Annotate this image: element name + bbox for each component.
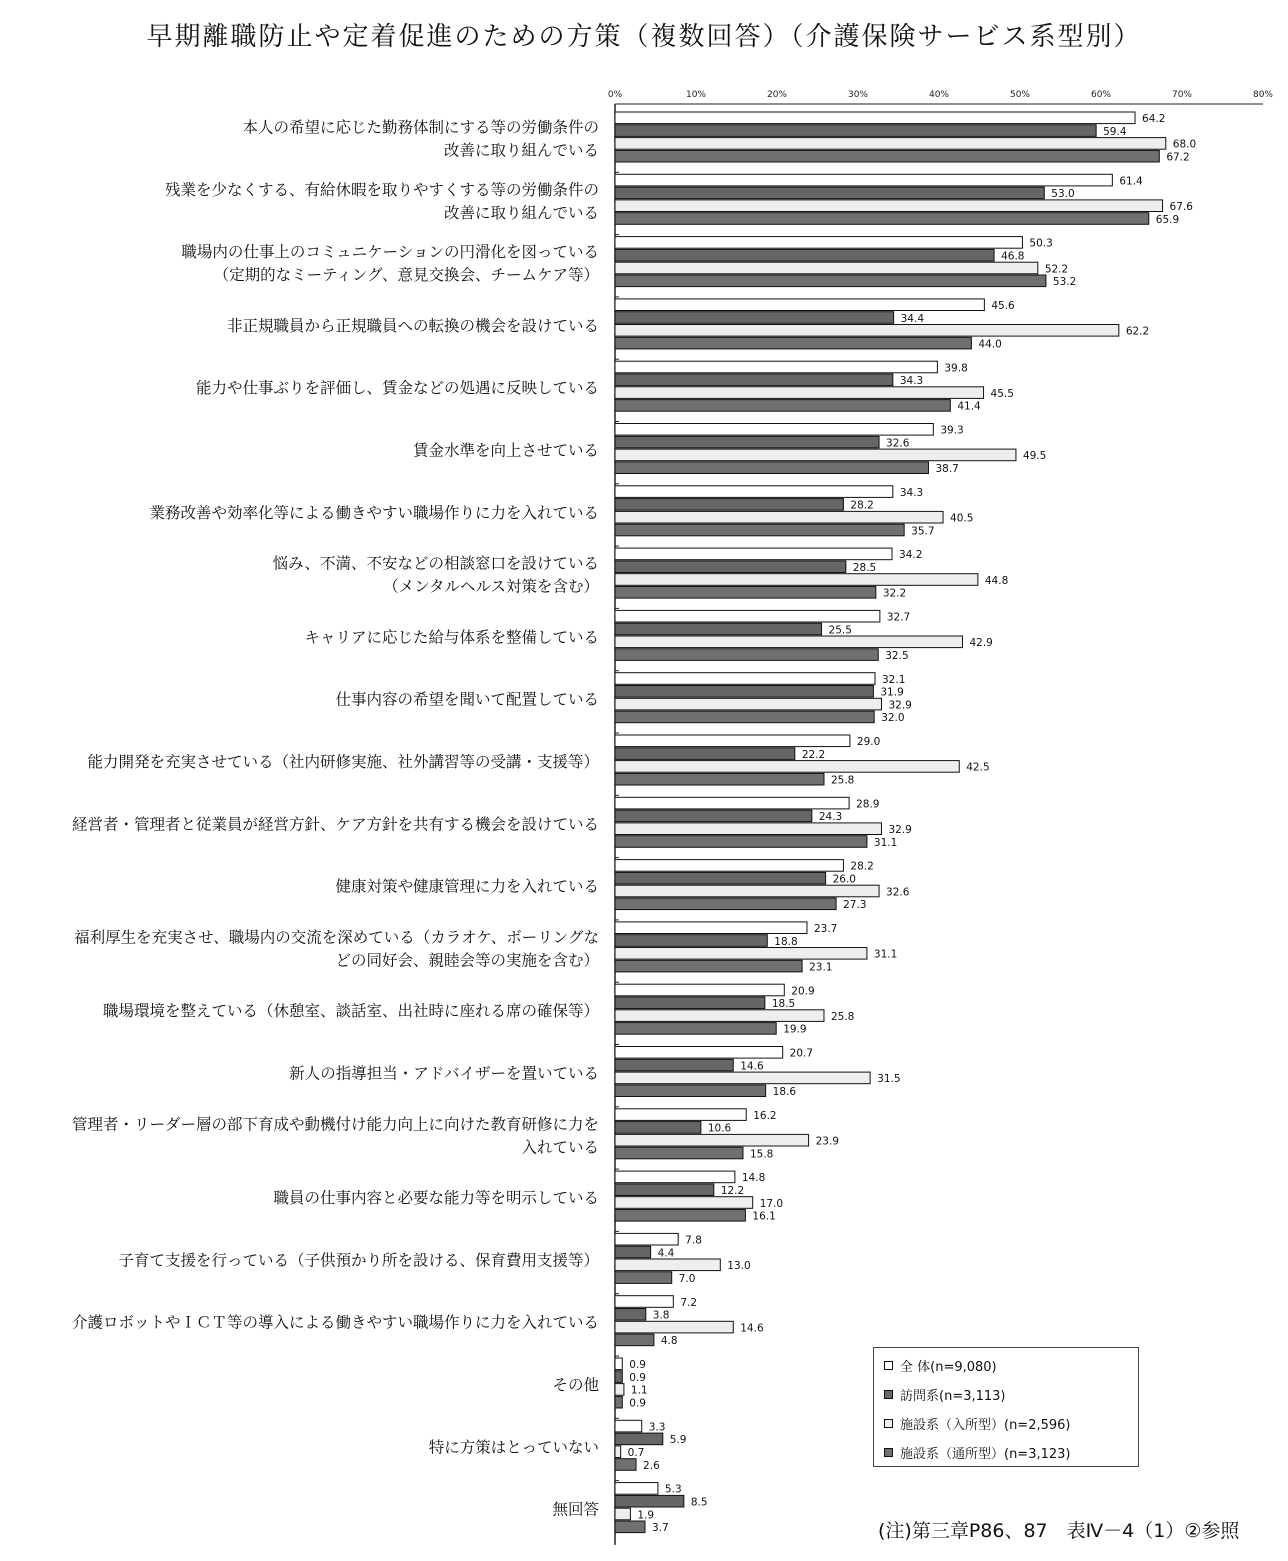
data-label: 20.7	[789, 1047, 814, 1060]
data-label: 34.3	[899, 375, 924, 388]
legend-swatch-3	[884, 1448, 893, 1457]
bar	[615, 1085, 766, 1097]
data-label: 15.8	[749, 1148, 774, 1161]
bar	[615, 424, 933, 436]
category-label: 業務改善や効率化等による働きやすい職場作りに力を入れている	[149, 503, 599, 522]
data-label: 24.3	[818, 811, 843, 824]
category-label: 管理者・リーダー層の部下育成や動機付け能力向上に向けた教育研修に力を	[71, 1115, 599, 1134]
bar	[615, 1371, 622, 1383]
data-label: 44.0	[978, 338, 1002, 351]
data-label: 31.1	[873, 948, 898, 961]
data-label: 32.6	[886, 886, 910, 899]
data-label: 49.5	[1022, 450, 1047, 463]
legend-label: 施設系（通所型）(n=3,123)	[900, 1446, 1071, 1462]
data-label: 14.8	[741, 1172, 766, 1185]
data-label: 25.8	[830, 774, 855, 787]
category-label: 介護ロボットやＩＣＴ等の導入による働きやすい職場作りに力を入れている	[71, 1313, 599, 1332]
legend-label: 訪問系(n=3,113)	[900, 1388, 1006, 1404]
category-label: 新人の指導担当・アドバイザーを置いている	[289, 1064, 599, 1083]
data-label: 31.1	[873, 836, 898, 849]
category-label: 健康対策や健康管理に力を入れている	[335, 877, 599, 896]
data-label: 32.9	[888, 699, 912, 712]
bar	[615, 1134, 809, 1146]
data-label: 44.8	[984, 574, 1009, 587]
data-label: 8.5	[690, 1496, 708, 1509]
bar	[615, 773, 824, 785]
data-label: 14.6	[740, 1322, 764, 1335]
legend-swatch-2	[884, 1419, 893, 1428]
legend-swatch-0	[884, 1361, 893, 1370]
data-label: 25.8	[830, 1010, 855, 1023]
bar	[615, 1384, 624, 1396]
bar	[615, 561, 846, 573]
bar	[615, 449, 1016, 461]
bar	[615, 587, 876, 599]
bar	[615, 885, 879, 897]
bar	[615, 524, 904, 536]
bar	[615, 610, 880, 622]
data-label: 0.9	[629, 1397, 646, 1410]
bar	[615, 138, 1166, 150]
bar	[615, 1396, 622, 1408]
data-label: 53.2	[1052, 276, 1077, 289]
legend-item	[884, 1354, 997, 1376]
bar	[615, 997, 765, 1009]
bar	[615, 400, 950, 412]
legend-label: 施設系（入所型）(n=2,596)	[900, 1417, 1071, 1433]
data-label: 50.3	[1029, 237, 1053, 250]
bar	[615, 112, 1135, 124]
x-tick-label: 30%	[847, 90, 869, 100]
data-label: 32.6	[886, 437, 910, 450]
bar	[615, 1197, 753, 1209]
bar	[615, 325, 1119, 337]
data-label: 14.6	[740, 1060, 764, 1073]
category-label: キャリアに応じた給与体系を整備している	[304, 628, 599, 647]
data-label: 18.8	[774, 935, 798, 948]
bar	[615, 574, 978, 586]
bar	[615, 213, 1149, 225]
x-tick-label: 50%	[1009, 90, 1031, 100]
bar	[615, 548, 892, 560]
bar	[615, 948, 867, 960]
data-label: 34.2	[899, 549, 923, 562]
bar	[615, 1459, 636, 1471]
bar	[615, 462, 928, 474]
data-label: 28.5	[852, 562, 877, 574]
bar	[615, 1272, 672, 1284]
data-label: 7.0	[678, 1272, 696, 1285]
bar	[615, 486, 893, 498]
chart-title: 早期離職防止や定着促進のための方策（複数回答）（介護保険サービス系型別）	[146, 22, 1142, 52]
data-label: 41.4	[957, 400, 981, 413]
data-label: 4.8	[660, 1335, 678, 1348]
data-label: 32.9	[888, 824, 912, 836]
bar	[615, 187, 1044, 199]
bar	[615, 686, 873, 698]
bar	[615, 984, 784, 996]
data-label: 3.3	[648, 1421, 666, 1434]
data-label: 45.5	[990, 387, 1014, 400]
legend	[873, 1347, 1139, 1467]
category-label: 特に方策はとっていない	[428, 1438, 599, 1457]
data-label: 0.7	[627, 1447, 645, 1459]
data-label: 0.9	[629, 1359, 646, 1372]
legend-item	[884, 1383, 1006, 1405]
bar	[615, 249, 994, 261]
bar	[615, 1184, 714, 1196]
source-note: (注)第三章P86、87 表Ⅳ－4（1）②参照	[878, 1520, 1240, 1542]
data-label: 38.7	[935, 463, 959, 475]
category-label: 残業を少なくする、有給休暇を取りやすくする等の労働条件の	[164, 180, 599, 199]
bar	[615, 649, 878, 661]
data-label: 64.2	[1142, 113, 1166, 126]
data-label: 7.2	[680, 1296, 698, 1309]
bar	[615, 1483, 658, 1495]
bar	[615, 262, 1038, 274]
bar	[615, 1023, 776, 1035]
bar	[615, 922, 807, 934]
data-label: 17.0	[759, 1197, 784, 1210]
bar	[615, 898, 836, 910]
category-label: 職員の仕事内容と必要な能力等を明示している	[273, 1189, 599, 1208]
bar	[615, 872, 826, 884]
category-label: 能力や仕事ぶりを評価し、賃金などの処遇に反映している	[195, 379, 599, 398]
bar	[615, 361, 937, 373]
data-label: 29.0	[856, 736, 881, 749]
data-label: 7.8	[685, 1234, 702, 1247]
legend-swatch-1	[884, 1390, 893, 1399]
bar	[615, 935, 767, 947]
data-label: 3.7	[651, 1522, 669, 1535]
data-label: 65.9	[1155, 213, 1180, 226]
bar	[615, 312, 894, 324]
bar	[615, 1495, 684, 1507]
data-label: 42.9	[969, 637, 993, 650]
data-label: 3.8	[652, 1309, 670, 1322]
category-label: 悩み、不満、不安などの相談窓口を設けている	[272, 554, 599, 573]
bar	[615, 1508, 630, 1520]
bar	[615, 960, 802, 972]
data-label: 19.9	[783, 1023, 807, 1036]
bar	[615, 1246, 651, 1258]
bar	[615, 1358, 622, 1370]
data-label: 32.1	[882, 673, 906, 686]
data-label: 25.5	[828, 624, 852, 637]
legend-item	[884, 1441, 1071, 1463]
bar	[615, 1147, 743, 1159]
bar	[615, 150, 1159, 162]
data-label: 59.4	[1103, 125, 1127, 138]
data-label: 68.0	[1172, 138, 1197, 151]
data-label: 45.6	[991, 300, 1015, 312]
bar	[615, 1521, 645, 1533]
bar	[615, 237, 1022, 249]
bar	[615, 1309, 646, 1321]
data-label: 16.1	[752, 1210, 776, 1223]
bar	[615, 636, 962, 648]
data-label: 67.2	[1166, 151, 1190, 164]
data-label: 22.2	[801, 748, 826, 761]
category-label: 改善に取り組んでいる	[443, 141, 599, 160]
data-label: 18.5	[771, 998, 796, 1011]
data-label: 32.0	[881, 712, 905, 725]
bar	[615, 275, 1046, 287]
data-label: 16.2	[753, 1109, 777, 1122]
data-label: 28.2	[850, 860, 874, 873]
x-tick-label: 20%	[766, 90, 788, 100]
bar	[615, 748, 795, 760]
bar	[615, 174, 1112, 186]
data-label: 42.5	[966, 761, 990, 774]
legend-item	[884, 1412, 1071, 1434]
x-tick-label: 40%	[928, 90, 950, 100]
legend-label: 全 体(n=9,080)	[900, 1359, 997, 1375]
bar	[615, 673, 875, 685]
bar	[615, 299, 984, 311]
bar	[615, 1259, 720, 1271]
data-label: 31.5	[877, 1073, 901, 1086]
data-label: 28.9	[856, 798, 880, 811]
data-label: 27.3	[843, 899, 867, 912]
data-label: 52.2	[1044, 263, 1069, 276]
bar	[615, 1047, 783, 1059]
bar	[615, 823, 881, 835]
bar	[615, 1321, 733, 1333]
data-label: 46.8	[1001, 250, 1025, 263]
category-label: 経営者・管理者と従業員が経営方針、ケア方針を共有する機会を設けている	[71, 815, 599, 834]
bar	[615, 1210, 745, 1222]
category-label: その他	[552, 1376, 599, 1394]
bar	[615, 711, 874, 723]
bar	[615, 1446, 621, 1458]
bar	[615, 1109, 746, 1121]
data-label: 53.0	[1051, 188, 1075, 201]
data-label: 18.6	[772, 1086, 797, 1098]
bar	[615, 797, 849, 809]
bar	[615, 761, 959, 773]
data-label: 28.2	[850, 499, 874, 512]
data-label: 39.3	[940, 424, 964, 437]
data-label: 31.9	[880, 686, 904, 699]
data-label: 10.6	[707, 1122, 732, 1135]
data-label: 67.6	[1169, 201, 1193, 213]
data-label: 35.7	[911, 525, 935, 538]
bar	[615, 1296, 673, 1308]
category-label: （メンタルヘルス対策を含む）	[383, 577, 599, 596]
bar	[615, 735, 850, 747]
category-label: 改善に取り組んでいる	[443, 203, 599, 222]
bar	[615, 337, 971, 349]
bar	[615, 436, 879, 448]
data-label: 1.9	[637, 1509, 655, 1522]
bar	[615, 200, 1163, 212]
bar	[615, 1059, 733, 1071]
category-label: 仕事内容の希望を聞いて配置している	[335, 690, 599, 709]
data-label: 34.3	[899, 486, 924, 499]
data-label: 62.2	[1125, 325, 1150, 338]
x-tick-label: 0%	[607, 90, 623, 100]
data-label: 32.7	[886, 611, 911, 624]
bar	[615, 1433, 663, 1445]
category-label: 本人の希望に応じた勤務体制にする等の労働条件の	[242, 118, 599, 137]
category-label: 無回答	[552, 1500, 599, 1519]
data-label: 61.4	[1119, 175, 1143, 188]
bar	[615, 860, 843, 872]
data-label: 1.1	[630, 1384, 648, 1397]
bar	[615, 1171, 735, 1183]
data-label: 32.2	[882, 587, 907, 600]
data-label: 12.2	[720, 1185, 745, 1197]
data-label: 20.9	[791, 985, 815, 998]
category-label: 非正規職員から正規職員への転換の機会を設けている	[226, 316, 599, 335]
category-label: 入れている	[521, 1138, 599, 1157]
data-label: 32.5	[885, 649, 909, 662]
bar	[615, 1122, 701, 1134]
x-tick-label: 70%	[1171, 90, 1193, 100]
data-label: 2.6	[643, 1459, 660, 1472]
category-label: どの同好会、親睦会等の実施を含む）	[335, 951, 599, 970]
category-label: 賃金水準を向上させている	[412, 441, 599, 460]
bar	[615, 1334, 654, 1346]
category-label: 能力開発を充実させている（社内研修実施、社外講習等の受講・支援等）	[87, 753, 599, 771]
bar	[615, 374, 893, 386]
bar	[615, 387, 984, 399]
bar	[615, 698, 881, 710]
x-tick-label: 80%	[1252, 90, 1274, 100]
bar	[615, 511, 943, 523]
bar	[615, 623, 822, 635]
category-label: （定期的なミーティング、意見交換会、チームケア等）	[213, 266, 599, 285]
data-label: 39.8	[944, 362, 968, 375]
bar	[615, 1420, 642, 1432]
bar	[615, 1010, 824, 1022]
bar	[615, 125, 1096, 137]
category-label: 職場内の仕事上のコミュニケーションの円滑化を図っている	[181, 243, 599, 262]
bar	[615, 1072, 870, 1084]
bar	[615, 810, 812, 822]
data-label: 5.9	[669, 1434, 687, 1447]
data-label: 4.4	[657, 1247, 675, 1260]
bar	[615, 1233, 678, 1245]
bar	[615, 499, 843, 511]
category-label: 福利厚生を充実させ、職場内の交流を深めている（カラオケ、ボーリングな	[74, 928, 599, 947]
x-tick-label: 10%	[685, 90, 707, 100]
bar	[615, 836, 867, 848]
x-tick-label: 60%	[1090, 90, 1112, 100]
data-label: 23.7	[813, 923, 838, 935]
data-label: 0.9	[629, 1371, 646, 1384]
data-label: 40.5	[950, 512, 974, 525]
category-label: 子育て支援を行っている（子供預かり所を設ける、保育費用支援等）	[118, 1251, 599, 1270]
category-label: 職場環境を整えている（休憩室、談話室、出社時に座れる席の確保等）	[102, 1002, 599, 1021]
data-label: 5.3	[664, 1483, 682, 1496]
data-label: 34.4	[900, 312, 925, 325]
data-label: 23.9	[815, 1135, 839, 1148]
data-label: 23.1	[809, 961, 833, 974]
data-label: 13.0	[727, 1260, 751, 1273]
data-label: 26.0	[832, 873, 856, 886]
